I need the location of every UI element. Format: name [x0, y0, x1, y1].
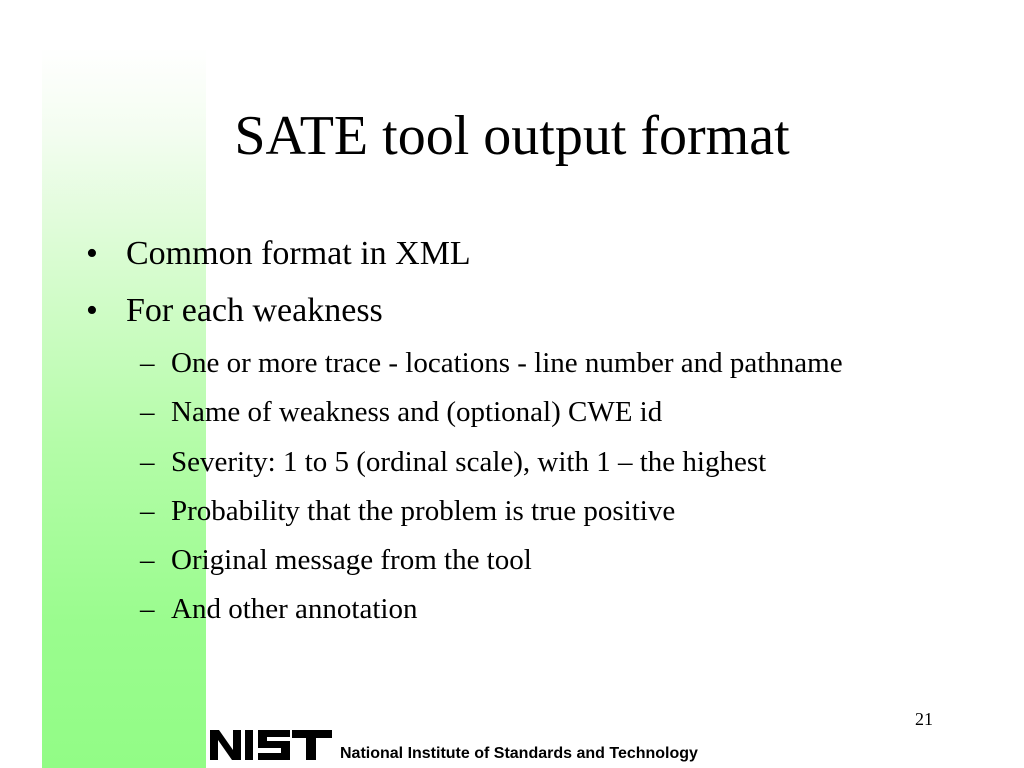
sub-bullet-item — [140, 494, 675, 528]
organization-name: National Institute of Standards and Technology — [340, 745, 698, 762]
sub-bullet-item — [140, 395, 662, 429]
sub-bullet-item — [140, 592, 417, 626]
sub-bullet-text: Probability that the problem is true positive — [171, 495, 676, 527]
sub-bullet-text: Name of weakness and (optional) CWE id — [171, 396, 663, 428]
bullet-marker: • — [86, 292, 98, 329]
nist-logo-icon — [210, 726, 334, 762]
bullet-text: For each weakness — [126, 292, 383, 329]
sub-bullet-item — [140, 543, 532, 577]
bullet-marker: • — [86, 235, 98, 272]
slide-title: SATE tool output format — [234, 105, 790, 167]
sub-bullet-marker: – — [140, 544, 155, 576]
bullet-text: Common format in XML — [126, 235, 471, 272]
sub-bullet-marker: – — [140, 446, 155, 478]
nist-logo — [210, 726, 334, 762]
sub-bullet-marker: – — [140, 396, 155, 428]
sub-bullet-marker: – — [140, 347, 155, 379]
sub-bullet-marker: – — [140, 495, 155, 527]
sub-bullet-item — [140, 346, 843, 380]
sub-bullet-marker: – — [140, 593, 155, 625]
sub-bullet-text: Original message from the tool — [171, 544, 532, 576]
bullet-item — [86, 291, 383, 331]
sub-bullet-item — [140, 445, 766, 479]
sub-bullet-text: And other annotation — [171, 593, 418, 625]
sub-bullet-text: One or more trace - locations - line number and pathname — [171, 347, 843, 379]
sub-bullet-text: Severity: 1 to 5 (ordinal scale), with 1 – the highest — [171, 446, 767, 478]
bullet-item — [86, 234, 471, 274]
page-number: 21 — [915, 709, 933, 729]
